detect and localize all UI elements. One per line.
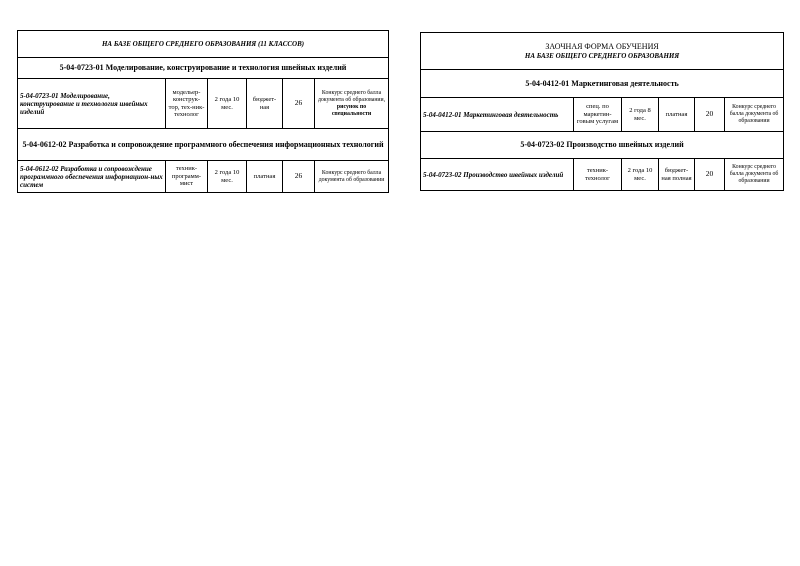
funding-type: бюджет-ная полная <box>659 159 695 191</box>
study-duration: 2 года 10 мес. <box>622 159 659 191</box>
admission-terms: Конкурс среднего балла документа об образовании <box>725 98 784 132</box>
study-duration: 2 года 10 мес. <box>208 79 247 129</box>
admission-terms: Конкурс среднего балла документа об образовании <box>315 161 389 193</box>
table-row <box>18 161 389 193</box>
table-row <box>421 159 784 191</box>
table-row <box>421 98 784 132</box>
specialty-name: 5-04-0723-01 Моделирование, конструирование и технология швейных изделий <box>18 79 166 129</box>
seat-count: 20 <box>695 98 725 132</box>
seat-count: 20 <box>695 159 725 191</box>
specialty-name: 5-04-0412-01 Маркетинговая деятельность <box>421 98 574 132</box>
admission-terms <box>315 79 389 129</box>
right-section-2-title: 5-04-0723-02 Производство швейных изделий <box>421 132 784 159</box>
admission-extra: рисунок по специальности <box>331 103 372 117</box>
qualification: техник-программ-мист <box>166 161 208 193</box>
seat-count: 26 <box>283 79 315 129</box>
left-section-1-title: 5-04-0723-01 Моделирование, конструирование и технология швейных изделий <box>18 58 389 79</box>
study-duration: 2 года 10 мес. <box>208 161 247 193</box>
left-header: НА БАЗЕ ОБЩЕГО СРЕДНЕГО ОБРАЗОВАНИЯ (11 КЛАССОВ) <box>18 31 389 58</box>
admission-text: Конкурс среднего балла документа об образовании, <box>317 89 386 103</box>
right-header-main: ЗАОЧНАЯ ФОРМА ОБУЧЕНИЯ <box>545 41 659 51</box>
right-admission-table <box>420 32 784 191</box>
right-header <box>421 33 784 70</box>
left-admission-table <box>17 30 389 193</box>
funding-type: платная <box>247 161 283 193</box>
specialty-name: 5-04-0723-02 Производство швейных изделий <box>421 159 574 191</box>
table-row <box>18 79 389 129</box>
admission-terms: Конкурс среднего балла документа об образовании <box>725 159 784 191</box>
right-header-sub: НА БАЗЕ ОБЩЕГО СРЕДНЕГО ОБРАЗОВАНИЯ <box>524 51 680 60</box>
specialty-name: 5-04-0612-02 Разработка и сопровождение программного обеспечения информацион-ных систем <box>18 161 166 193</box>
seat-count: 26 <box>283 161 315 193</box>
qualification: техник-технолог <box>574 159 622 191</box>
funding-type: бюджет-ная <box>247 79 283 129</box>
qualification: спец. по маркетин-говым услугам <box>574 98 622 132</box>
right-section-1-title: 5-04-0412-01 Маркетинговая деятельность <box>421 70 784 98</box>
study-duration: 2 года 8 мес. <box>622 98 659 132</box>
funding-type: платная <box>659 98 695 132</box>
qualification: модельер-конструк-тор, тех-ник-технолог <box>166 79 208 129</box>
left-section-2-title: 5-04-0612-02 Разработка и сопровождение программного обеспечения информационных технологий <box>18 129 389 161</box>
